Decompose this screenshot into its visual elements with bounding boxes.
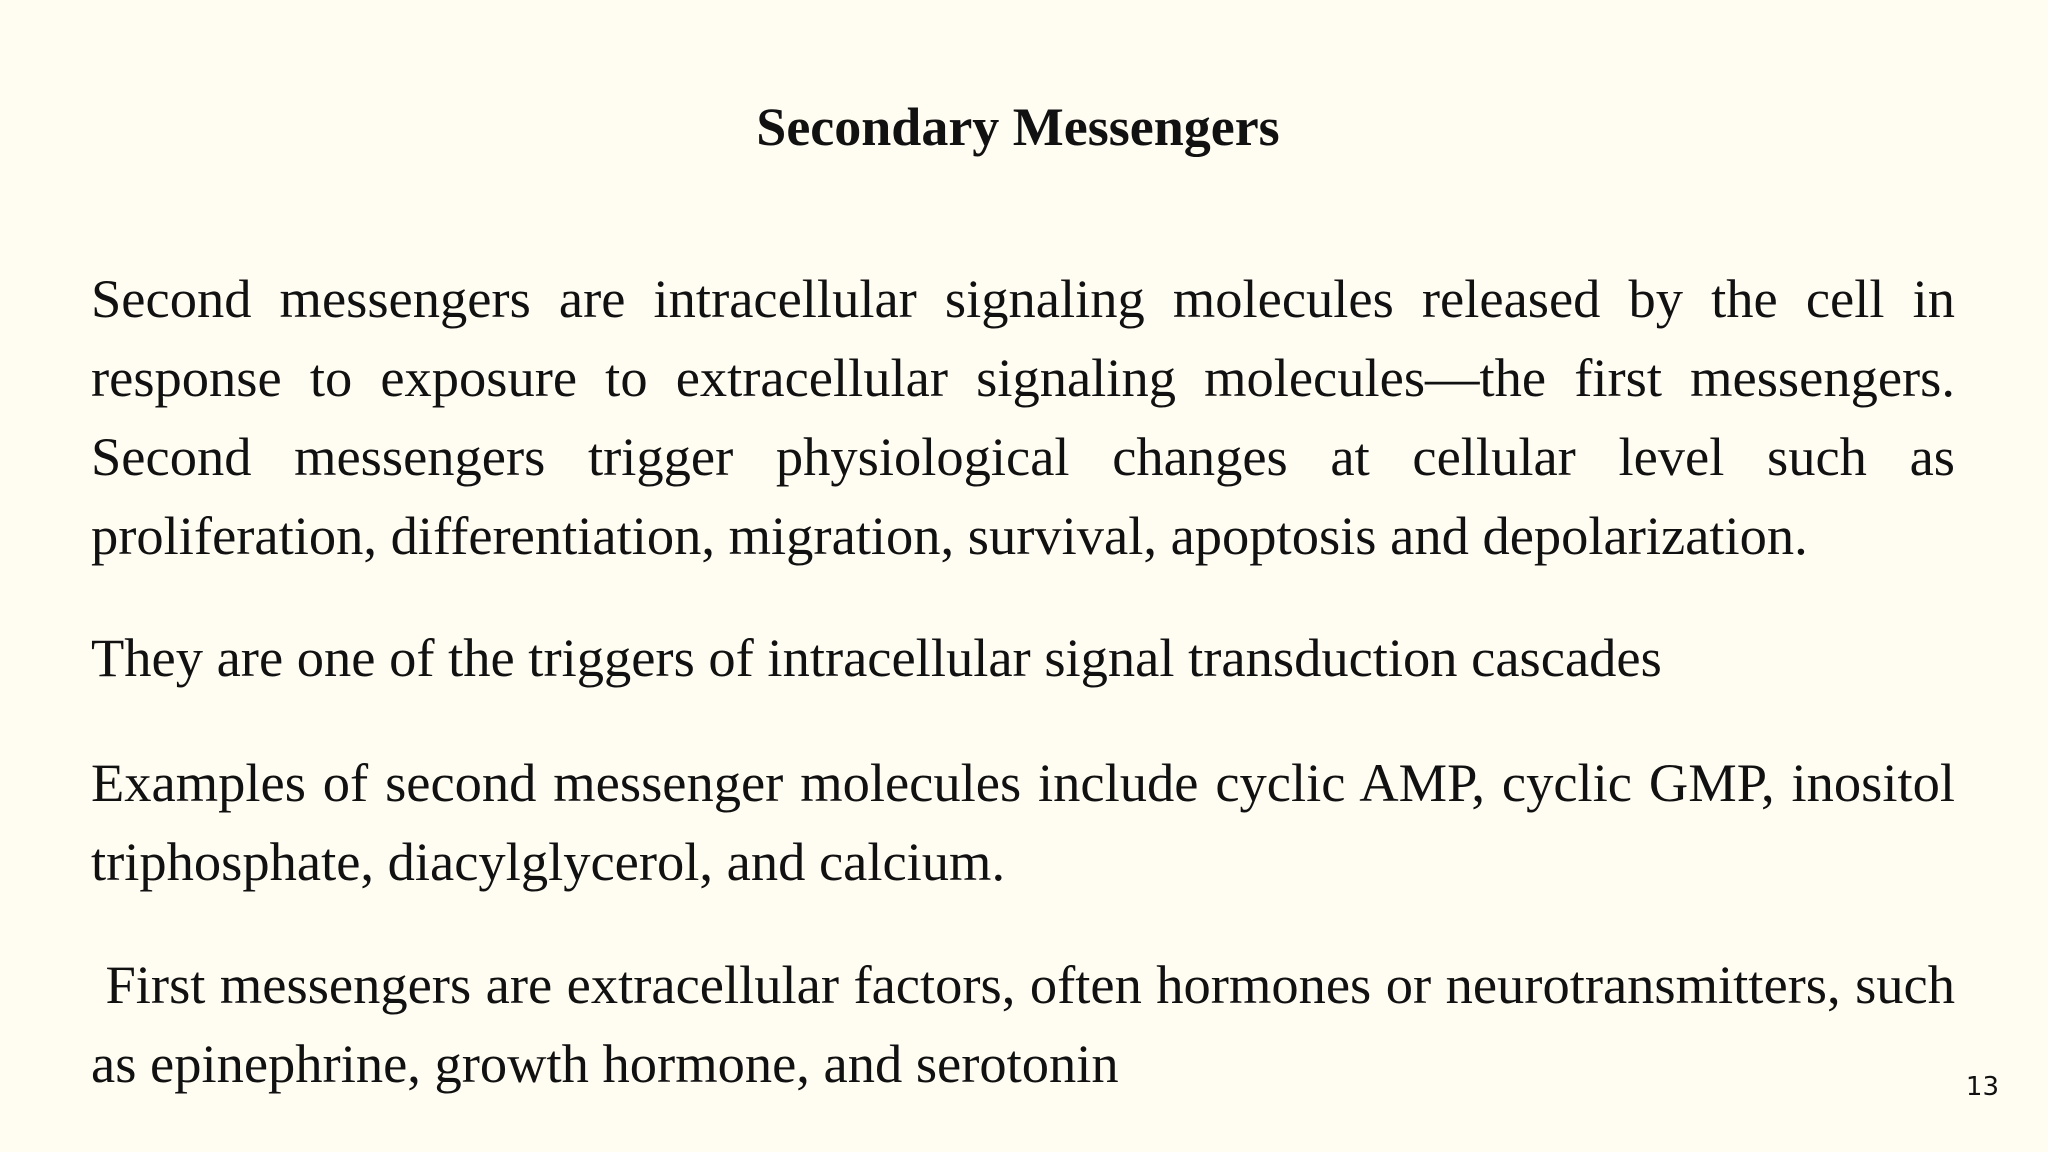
page-number: 13 bbox=[1965, 1072, 1999, 1102]
paragraph-signal-cascades: They are one of the triggers of intracellular signal transduction cascades bbox=[91, 627, 1662, 688]
paragraph-examples: Examples of second messenger molecules include cyclic AMP, cyclic GMP, inositol triphosphate, diacylglycerol, and calcium. bbox=[91, 752, 1955, 892]
paragraph-first-messengers: First messengers are extracellular factors, often hormones or neurotransmitters, such as epinephrine, growth hormone, and serotonin bbox=[91, 954, 1969, 1094]
slide-title: Secondary Messengers bbox=[756, 97, 1280, 157]
paragraph-second-messengers-definition: Second messengers are intracellular signaling molecules released by the cell in response to exposure to extracellular signaling molecules—the first messengers. Second messengers trigger physiological changes at cellular level such as proliferation, differentiation, migration, survival, apoptosis and depolarization. bbox=[91, 268, 1955, 566]
